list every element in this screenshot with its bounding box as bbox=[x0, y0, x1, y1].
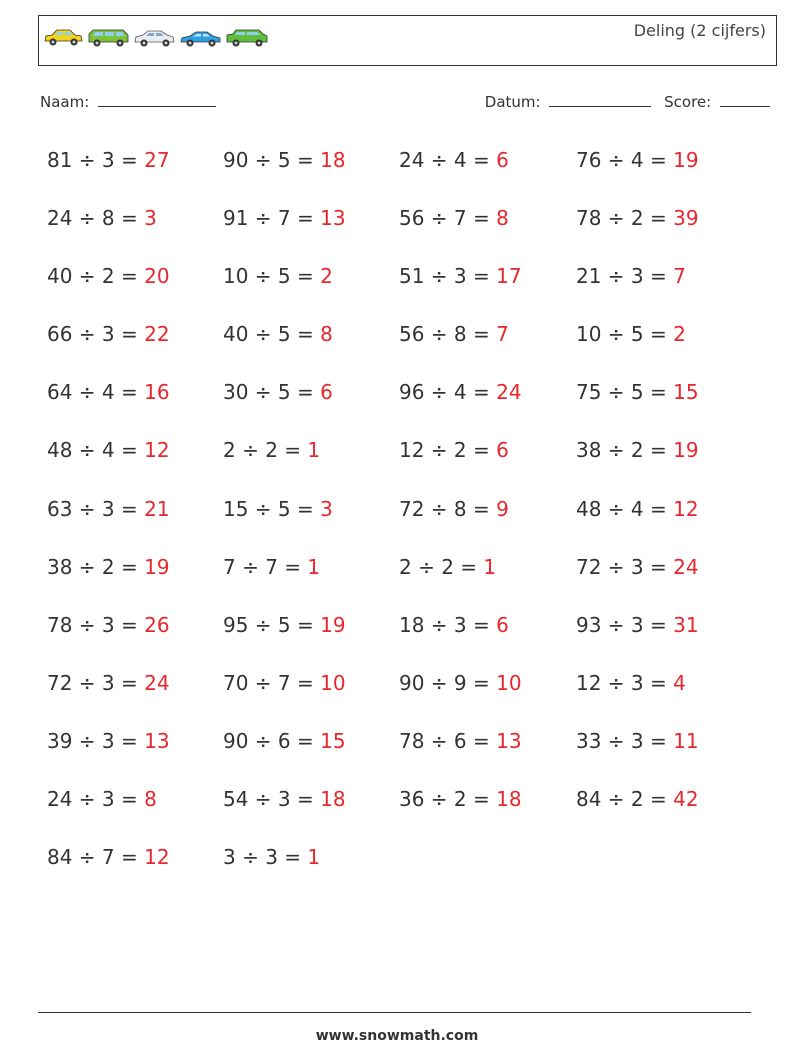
problem-question: 12 ÷ 3 = bbox=[576, 670, 674, 695]
problem-item bbox=[576, 669, 756, 727]
footer-divider bbox=[38, 1012, 751, 1013]
problem-question: 63 ÷ 3 = bbox=[47, 496, 145, 521]
problem-answer: 26 bbox=[144, 612, 170, 637]
problem-answer: 19 bbox=[673, 438, 699, 463]
problem-answer: 1 bbox=[307, 845, 321, 870]
problem-item bbox=[399, 378, 576, 436]
problem-answer: 8 bbox=[320, 322, 333, 347]
name-blank[interactable] bbox=[98, 92, 216, 107]
problem-item bbox=[576, 727, 756, 785]
problem-question: 95 ÷ 5 = bbox=[223, 612, 321, 637]
problem-question: 66 ÷ 3 = bbox=[47, 322, 145, 347]
problem-item bbox=[223, 436, 399, 494]
problem-item bbox=[47, 146, 223, 204]
problem-answer: 24 bbox=[496, 380, 522, 405]
problem-answer: 7 bbox=[496, 322, 509, 347]
problem-question: 24 ÷ 8 = bbox=[47, 206, 145, 231]
problem-item bbox=[47, 669, 223, 727]
problem-answer: 6 bbox=[496, 148, 509, 172]
problem-question: 76 ÷ 4 = bbox=[576, 148, 674, 172]
problem-question: 48 ÷ 4 = bbox=[47, 438, 145, 463]
problem-item bbox=[576, 320, 756, 378]
problem-question: 90 ÷ 9 = bbox=[399, 670, 497, 695]
problem-item bbox=[223, 843, 399, 901]
problem-question: 38 ÷ 2 = bbox=[47, 554, 145, 579]
problem-answer: 4 bbox=[673, 670, 686, 695]
date-score-fields bbox=[485, 92, 770, 111]
problem-item bbox=[399, 785, 576, 843]
problem-question: 78 ÷ 3 = bbox=[47, 612, 145, 637]
problem-question: 56 ÷ 8 = bbox=[399, 322, 497, 347]
problem-question: 40 ÷ 2 = bbox=[47, 264, 145, 289]
problem-answer: 18 bbox=[320, 148, 346, 172]
problem-question: 84 ÷ 2 = bbox=[576, 787, 674, 812]
problem-question: 72 ÷ 3 = bbox=[47, 670, 145, 695]
problem-answer: 17 bbox=[496, 264, 522, 289]
problem-item bbox=[399, 669, 576, 727]
problem-question: 38 ÷ 2 = bbox=[576, 438, 674, 463]
problem-item bbox=[399, 146, 576, 204]
problem-answer: 9 bbox=[496, 496, 509, 521]
problem-answer: 13 bbox=[320, 206, 346, 231]
problem-question: 75 ÷ 5 = bbox=[576, 380, 674, 405]
problem-answer: 6 bbox=[320, 380, 333, 405]
problem-item bbox=[223, 611, 399, 669]
problem-answer: 10 bbox=[496, 670, 522, 695]
problem-answer: 12 bbox=[144, 438, 170, 463]
problem-answer: 3 bbox=[144, 206, 157, 231]
problem-item bbox=[47, 843, 223, 901]
problem-item bbox=[223, 785, 399, 843]
problem-item bbox=[399, 727, 576, 785]
problem-answer: 19 bbox=[144, 554, 170, 579]
problem-question: 90 ÷ 6 = bbox=[223, 728, 321, 753]
name-field bbox=[40, 92, 216, 111]
problem-answer: 16 bbox=[144, 380, 170, 405]
problem-answer: 24 bbox=[673, 554, 699, 579]
problem-question: 64 ÷ 4 = bbox=[47, 380, 145, 405]
problem-answer: 21 bbox=[144, 496, 170, 521]
problem-item bbox=[576, 785, 756, 843]
problem-question: 2 ÷ 2 = bbox=[399, 554, 484, 579]
blue-car-icon bbox=[179, 28, 222, 48]
problem-item bbox=[223, 495, 399, 553]
problem-question: 30 ÷ 5 = bbox=[223, 380, 321, 405]
problem-question: 2 ÷ 2 = bbox=[223, 438, 308, 463]
problem-answer: 6 bbox=[496, 438, 509, 463]
problem-question: 39 ÷ 3 = bbox=[47, 728, 145, 753]
problem-question: 18 ÷ 3 = bbox=[399, 612, 497, 637]
problem-question: 48 ÷ 4 = bbox=[576, 496, 674, 521]
problem-answer: 8 bbox=[144, 787, 157, 812]
problem-answer: 15 bbox=[673, 380, 699, 405]
problem-item bbox=[399, 553, 576, 611]
problem-item bbox=[576, 611, 756, 669]
problem-answer: 27 bbox=[144, 148, 170, 172]
problem-question: 54 ÷ 3 = bbox=[223, 787, 321, 812]
problem-question: 21 ÷ 3 = bbox=[576, 264, 674, 289]
problem-item bbox=[47, 436, 223, 494]
problem-answer: 12 bbox=[673, 496, 699, 521]
problem-item bbox=[223, 204, 399, 262]
problem-item bbox=[576, 204, 756, 262]
problem-question: 10 ÷ 5 = bbox=[576, 322, 674, 347]
problem-question: 24 ÷ 3 = bbox=[47, 787, 145, 812]
problem-item bbox=[47, 553, 223, 611]
problem-question: 40 ÷ 5 = bbox=[223, 322, 321, 347]
problem-answer: 7 bbox=[673, 264, 686, 289]
problem-question: 10 ÷ 5 = bbox=[223, 264, 321, 289]
problem-question: 78 ÷ 2 = bbox=[576, 206, 674, 231]
problem-question: 7 ÷ 7 = bbox=[223, 554, 308, 579]
car-icons bbox=[43, 28, 269, 48]
problem-item bbox=[223, 146, 399, 204]
problem-question: 81 ÷ 3 = bbox=[47, 148, 145, 172]
green-van-icon bbox=[87, 28, 130, 48]
problem-question: 72 ÷ 8 = bbox=[399, 496, 497, 521]
problem-item bbox=[47, 378, 223, 436]
problem-item bbox=[576, 146, 756, 204]
problem-answer: 6 bbox=[496, 612, 509, 637]
problem-item bbox=[223, 262, 399, 320]
problem-question: 96 ÷ 4 = bbox=[399, 380, 497, 405]
problem-answer: 22 bbox=[144, 322, 170, 347]
name-label: Naam: bbox=[40, 93, 90, 111]
problem-answer: 18 bbox=[496, 787, 522, 812]
problem-item bbox=[223, 727, 399, 785]
problem-item bbox=[576, 553, 756, 611]
problem-answer: 39 bbox=[673, 206, 699, 231]
problem-question: 3 ÷ 3 = bbox=[223, 845, 308, 870]
problem-question: 33 ÷ 3 = bbox=[576, 728, 674, 753]
problem-answer: 3 bbox=[320, 496, 333, 521]
problem-item bbox=[47, 785, 223, 843]
problem-answer: 13 bbox=[144, 728, 170, 753]
problem-answer: 8 bbox=[496, 206, 509, 231]
date-label: Datum: bbox=[484, 93, 541, 111]
problem-item bbox=[576, 436, 756, 494]
problem-answer: 19 bbox=[320, 612, 346, 637]
problem-answer: 12 bbox=[144, 845, 170, 870]
problem-item bbox=[399, 204, 576, 262]
problem-item bbox=[47, 495, 223, 553]
problem-item bbox=[576, 378, 756, 436]
problem-answer: 1 bbox=[307, 554, 321, 579]
problem-question: 51 ÷ 3 = bbox=[399, 264, 497, 289]
problem-item bbox=[223, 553, 399, 611]
problem-question: 70 ÷ 7 = bbox=[223, 670, 321, 695]
problem-question: 90 ÷ 5 = bbox=[223, 148, 321, 172]
date-blank[interactable] bbox=[549, 92, 651, 107]
problem-item bbox=[576, 262, 756, 320]
problem-answer: 31 bbox=[673, 612, 699, 637]
problem-item bbox=[47, 204, 223, 262]
problem-question: 84 ÷ 7 = bbox=[47, 845, 145, 870]
problem-item bbox=[47, 727, 223, 785]
problem-item bbox=[399, 611, 576, 669]
yellow-car-icon bbox=[43, 28, 84, 48]
problem-question: 36 ÷ 2 = bbox=[399, 787, 497, 812]
problem-answer: 20 bbox=[144, 264, 170, 289]
problem-question: 12 ÷ 2 = bbox=[399, 438, 497, 463]
problem-item bbox=[399, 495, 576, 553]
white-car-icon bbox=[133, 28, 176, 48]
problem-item bbox=[223, 669, 399, 727]
problem-question: 91 ÷ 7 = bbox=[223, 206, 321, 231]
problem-question: 93 ÷ 3 = bbox=[576, 612, 674, 637]
problem-answer: 15 bbox=[320, 728, 346, 753]
problem-question: 24 ÷ 4 = bbox=[399, 148, 497, 172]
problem-answer: 42 bbox=[673, 787, 699, 812]
problem-answer: 24 bbox=[144, 670, 170, 695]
problem-answer: 1 bbox=[307, 438, 321, 463]
problem-grid bbox=[47, 146, 767, 901]
problem-answer: 2 bbox=[673, 322, 686, 347]
problem-item bbox=[399, 262, 576, 320]
problem-question: 78 ÷ 6 = bbox=[399, 728, 497, 753]
problem-item bbox=[47, 262, 223, 320]
problem-question: 72 ÷ 3 = bbox=[576, 554, 674, 579]
problem-answer: 11 bbox=[673, 728, 699, 753]
worksheet-title: Deling (2 cijfers) bbox=[633, 21, 766, 40]
footer-url: www.snowmath.com bbox=[315, 1028, 479, 1044]
problem-question: 56 ÷ 7 = bbox=[399, 206, 497, 231]
problem-item bbox=[399, 436, 576, 494]
problem-answer: 2 bbox=[320, 264, 333, 289]
problem-answer: 19 bbox=[673, 148, 699, 172]
score-label: Score: bbox=[664, 93, 712, 111]
green-suv-icon bbox=[225, 28, 269, 48]
problem-answer: 13 bbox=[496, 728, 522, 753]
problem-item bbox=[399, 320, 576, 378]
problem-item bbox=[47, 611, 223, 669]
problem-item bbox=[223, 320, 399, 378]
score-blank[interactable] bbox=[720, 92, 770, 107]
problem-item bbox=[223, 378, 399, 436]
problem-answer: 1 bbox=[483, 554, 497, 579]
problem-answer: 10 bbox=[320, 670, 346, 695]
problem-answer: 18 bbox=[320, 787, 346, 812]
problem-question: 15 ÷ 5 = bbox=[223, 496, 321, 521]
worksheet-header bbox=[38, 15, 777, 66]
problem-item bbox=[576, 495, 756, 553]
problem-item bbox=[47, 320, 223, 378]
